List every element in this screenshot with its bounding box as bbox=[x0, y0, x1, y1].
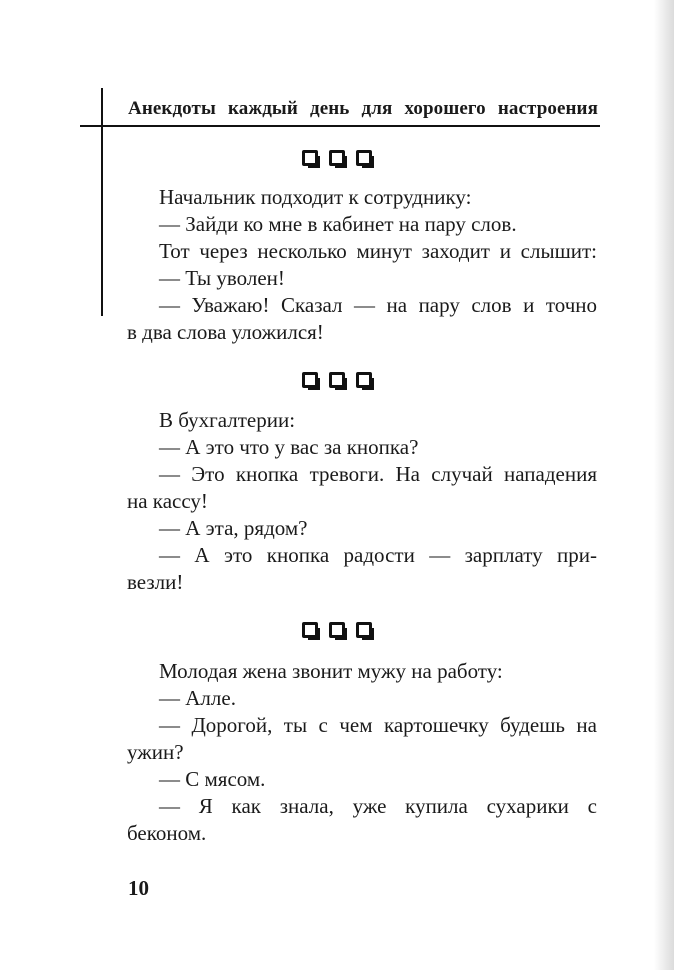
text-line: Молодая жена звонит мужу на работу: bbox=[159, 659, 503, 683]
text-line: — Зайди ко мне в кабинет на пару слов. bbox=[159, 212, 517, 236]
section-separator bbox=[0, 622, 674, 642]
text-line: — А это кнопка радости — зарплату при- bbox=[159, 543, 597, 567]
square-ornament-icon bbox=[356, 372, 372, 388]
text-line: на кассу! bbox=[127, 489, 208, 513]
joke-2 bbox=[127, 407, 597, 596]
header-vertical-rule bbox=[101, 88, 103, 316]
section-separator bbox=[0, 150, 674, 170]
text-line: — Ты уволен! bbox=[159, 266, 285, 290]
text-line: — Это кнопка тревоги. На случай нападения bbox=[159, 462, 597, 486]
text-line: Тот через несколько минут заходит и слышит: bbox=[159, 239, 597, 263]
square-ornament-icon bbox=[302, 150, 318, 166]
joke-3 bbox=[127, 658, 597, 847]
running-title: Анекдоты каждый день для хорошего настроения bbox=[128, 98, 598, 119]
text-line: ужин? bbox=[127, 740, 184, 764]
text-line: — С мясом. bbox=[159, 767, 266, 791]
text-line: — Я как знала, уже купила сухарики с bbox=[159, 794, 597, 818]
square-ornament-icon bbox=[329, 622, 345, 638]
square-ornament-icon bbox=[329, 150, 345, 166]
square-ornament-icon bbox=[302, 622, 318, 638]
text-line: везли! bbox=[127, 570, 184, 594]
text-line: — Дорогой, ты с чем картошечку будешь на bbox=[159, 713, 597, 737]
square-ornament-icon bbox=[329, 372, 345, 388]
text-line: — А это что у вас за кнопка? bbox=[159, 435, 419, 459]
text-line: В бухгалтерии: bbox=[159, 408, 296, 432]
square-ornament-icon bbox=[356, 150, 372, 166]
joke-1 bbox=[127, 184, 597, 346]
square-ornament-icon bbox=[302, 372, 318, 388]
text-line: беконом. bbox=[127, 821, 207, 845]
text-line: — Алле. bbox=[159, 686, 236, 710]
text-line: Начальник подходит к сотруднику: bbox=[159, 185, 472, 209]
text-line: — А эта, рядом? bbox=[159, 516, 308, 540]
page-number: 10 bbox=[128, 876, 149, 900]
section-separator bbox=[0, 372, 674, 392]
header-horizontal-rule bbox=[80, 125, 600, 127]
text-line: — Уважаю! Сказал — на пару слов и точно bbox=[159, 293, 597, 317]
page-edge-shadow bbox=[654, 0, 674, 970]
text-line: в два слова уложился! bbox=[127, 320, 324, 344]
square-ornament-icon bbox=[356, 622, 372, 638]
